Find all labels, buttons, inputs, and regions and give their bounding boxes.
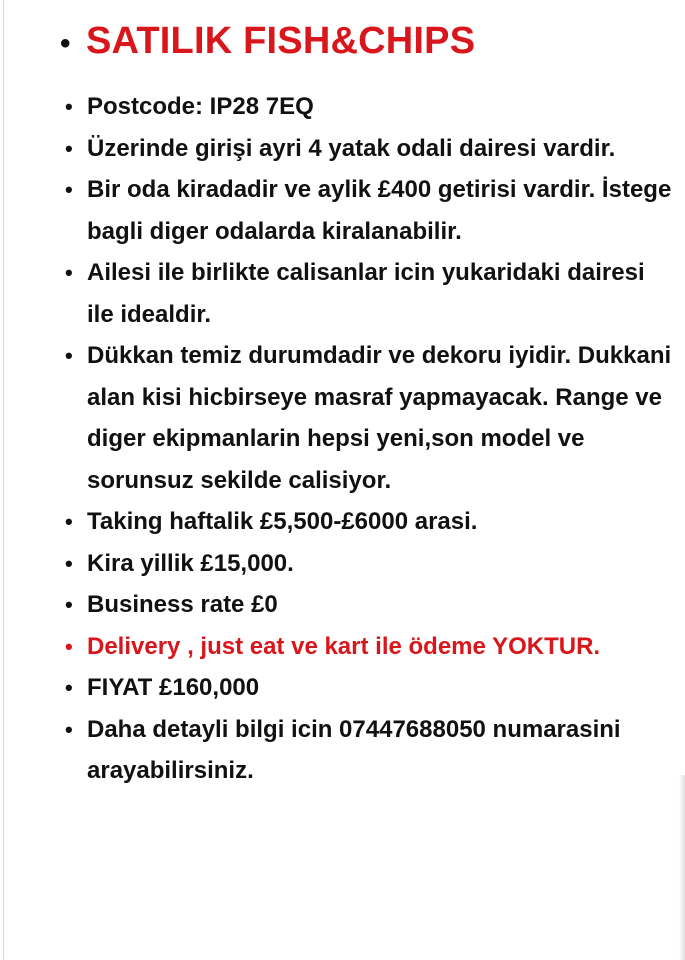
list-item-text: Daha detayli bilgi icin 07447688050 numarasini arayabilirsiniz. [87, 715, 621, 784]
bullet: • [65, 633, 73, 659]
list-item-text: Postcode: IP28 7EQ [87, 93, 314, 120]
list-item-text: Delivery , just eat ve kart ile ödeme YOKTUR. [87, 632, 601, 660]
bullet: • [65, 509, 73, 534]
page-edge-shadow [679, 775, 685, 960]
list-item-text: Ailesi ile birlikte calisanlar icin yukaridaki dairesi ile idealdir. [87, 259, 645, 328]
list-item-family [63, 252, 673, 335]
bullet: • [65, 592, 73, 617]
list-item-postcode [63, 86, 673, 128]
listing-details-list [63, 86, 673, 792]
list-item-rent-income [63, 169, 673, 252]
bullet: • [65, 94, 73, 119]
bullet: • [65, 675, 73, 700]
list-item-text: Üzerinde girişi ayri 4 yatak odali dairesi vardir. [87, 134, 616, 162]
bullet: • [65, 550, 73, 576]
list-item-flat [63, 128, 673, 170]
bullet: • [65, 135, 73, 161]
list-item-text: Business rate £0 [87, 591, 278, 618]
bullet: • [65, 177, 73, 202]
list-item-text: Taking haftalik £5,500-£6000 arasi. [87, 508, 478, 535]
title-line [60, 20, 475, 63]
page-title: SATILIK FISH&CHIPS [86, 20, 476, 62]
list-item-annual-rent [63, 543, 673, 585]
list-item-text: Dükkan temiz durumdadir ve dekoru iyidir. Dukkani alan kisi hicbirseye masraf yapmayacak. Range ve diger ekipmanlarin hepsi yeni,son model ve sorunsuz sekilde calisiyor. [87, 342, 672, 494]
bullet: • [65, 343, 73, 368]
list-item-delivery-warning [63, 626, 673, 668]
page-edge-line [3, 0, 4, 960]
list-item-contact [63, 709, 673, 792]
bullet: • [65, 716, 73, 742]
bullet: • [65, 260, 73, 285]
title-bullet: • [60, 27, 71, 60]
list-item-text: Kira yillik £15,000. [87, 549, 294, 577]
list-item-price [63, 667, 673, 709]
list-item-shop-condition [63, 335, 673, 501]
list-item-takings [63, 501, 673, 543]
list-item-text: Bir oda kiradadir ve aylik £400 getirisi vardir. İstege bagli diger odalarda kiralanabilir. [87, 176, 672, 245]
list-item-text: FIYAT £160,000 [87, 674, 260, 701]
list-item-business-rate [63, 584, 673, 626]
